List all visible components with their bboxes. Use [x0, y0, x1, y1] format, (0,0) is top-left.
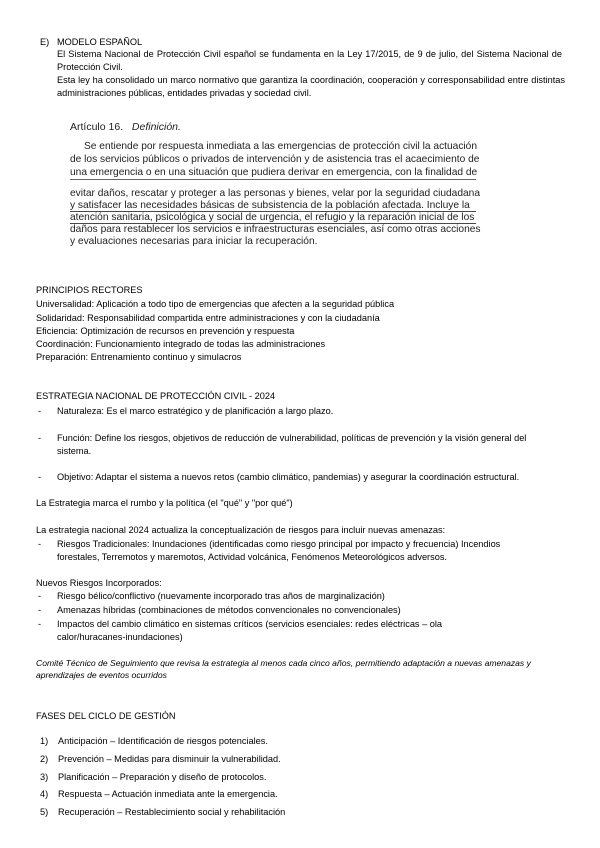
phase-text: Planificación – Preparación y diseño de protocolos.: [58, 772, 267, 782]
principle-text: Funcionamiento integrado de todas las administraciones: [95, 339, 326, 349]
bullet-dash: -: [38, 591, 42, 601]
principles-title: PRINCIPIOS RECTORES: [36, 285, 143, 295]
traditional-risks-cont: forestales, Terremotos y maremotos, Actividad volcánica, Fenómenos Meteorológicos adversos.: [57, 552, 447, 562]
principle-text: Entrenamiento continuo y simulacros: [90, 352, 242, 362]
strategy-summary: La Estrategia marca el rumbo y la política (el "qué" y "por qué"): [36, 498, 293, 508]
committee-note-cont: aprendizajes de eventos ocurridos: [36, 670, 167, 680]
principle-term: Preparación: [36, 352, 86, 362]
phase-text: Recuperación – Restablecimiento social y rehabilitación: [58, 807, 286, 817]
intro-paragraph-1: El Sistema Nacional de Protección Civil español se fundamenta en la Ley 17/2015, de 9 de julio, del Sistema Nacional de Protección Civil.: [57, 49, 562, 72]
phase-text: Prevención – Medidas para disminuir la vulnerabilidad.: [58, 754, 281, 764]
principle-item: Coordinación: Funcionamiento integrado de todas las administraciones: [36, 339, 326, 349]
principle-text: Responsabilidad compartida entre administraciones y con la ciudadanía: [87, 313, 380, 323]
intro-paragraph-2: Esta ley ha consolidado un marco normativo que garantiza la coordinación, cooperación y corresponsabilidad entre distintas administraciones públicas, entidades privadas y sociedad civil.: [57, 75, 565, 98]
article-line: evitar daños, rescatar y proteger a las personas y bienes, velar por la seguridad ciudadana: [70, 188, 481, 199]
article-heading: [70, 121, 181, 134]
strategy-nature: Naturaleza: Es el marco estratégico y de planificación a largo plazo.: [57, 406, 334, 416]
article-number: Artículo 16.: [70, 121, 124, 133]
principle-term: Eficiencia: [36, 326, 76, 336]
new-risk-item-cont: calor/huracanes-inundaciones): [57, 632, 183, 642]
principle-term: Universalidad: [36, 299, 92, 309]
article-line: y satisfacer las necesidades básicas de subsistencia de la población afectada. Incluye la: [70, 200, 470, 211]
strategy-function: Función: Define los riesgos, objetivos de reducción de vulnerabilidad, políticas de prevención y la visión general del: [57, 433, 527, 443]
new-risk-item: Impactos del cambio climático en sistemas críticos (servicios esenciales: redes eléctricas – ola: [57, 619, 443, 629]
article-definition-title: Definición.: [131, 121, 181, 133]
phases-title: FASES DEL CICLO DE GESTIÓN: [36, 711, 176, 721]
bullet-dash: -: [38, 433, 42, 443]
strategy-update-intro: La estrategia nacional 2024 actualiza la conceptualización de riesgos para incluir nuevas amenazas:: [36, 525, 446, 535]
principle-item: Preparación: Entrenamiento continuo y simulacros: [36, 352, 242, 362]
principle-term: Coordinación: [36, 339, 91, 349]
principle-term: Solidaridad: [36, 313, 82, 323]
strategy-title: ESTRATEGIA NACIONAL DE PROTECCIÓN CIVIL - 2024: [36, 391, 276, 401]
phase-number: 1): [40, 736, 49, 746]
article-line: de los servicios públicos o privados de intervención y de asistencia tras el acaecimiento de: [70, 154, 480, 165]
bullet-dash: -: [38, 472, 42, 482]
phase-text: Respuesta – Actuación inmediata ante la emergencia.: [58, 789, 278, 799]
section-letter: E): [40, 37, 50, 47]
strategy-objective: Objetivo: Adaptar el sistema a nuevos retos (cambio climático, pandemias) y asegurar la coordinación estructural.: [57, 472, 520, 482]
highlight-underline: [70, 223, 476, 224]
new-risks-title: Nuevos Riesgos Incorporados:: [36, 578, 162, 588]
principle-item: Solidaridad: Responsabilidad compartida entre administraciones y con la ciudadanía: [36, 313, 380, 323]
article-line: daños para restablecer los servicios e infraestructuras esenciales, así como otras acciones: [70, 224, 481, 235]
article-line: y evaluaciones necesarias para iniciar la recuperación.: [70, 236, 318, 247]
new-risk-item: Riesgo bélico/conflictivo (nuevamente incorporado tras años de marginalización): [57, 591, 385, 601]
article-line: atención sanitaria, psicológica y social de urgencia, el refugio y la reparación inicial de los: [70, 212, 475, 223]
section-title: MODELO ESPAÑOL: [57, 37, 143, 47]
phase-number: 4): [40, 789, 49, 799]
bullet-dash: -: [38, 605, 42, 615]
phase-number: 2): [40, 754, 49, 764]
bullet-dash: -: [38, 539, 42, 549]
scan-divider: [70, 179, 476, 180]
phase-number: 3): [40, 772, 49, 782]
phase-text: Anticipación – Identificación de riesgos potenciales.: [58, 736, 268, 746]
principle-text: Aplicación a todo tipo de emergencias que afecten a la seguridad pública: [96, 299, 395, 309]
new-risk-item: Amenazas híbridas (combinaciones de métodos convencionales no convencionales): [57, 605, 401, 615]
committee-note: Comité Técnico de Seguimiento que revisa la estrategia al menos cada cinco años, permitiendo adaptación a nuevas amenazas y: [36, 658, 531, 668]
article-line: Se entiende por respuesta inmediata a las emergencias de protección civil la actuación: [84, 141, 478, 152]
principle-item: Eficiencia: Optimización de recursos en prevención y respuesta: [36, 326, 295, 336]
strategy-function-cont: sistema.: [57, 446, 92, 456]
bullet-dash: -: [38, 619, 42, 629]
highlight-underline: [70, 211, 476, 212]
article-line: una emergencia o en una situación que pudiera derivar en emergencia, con la finalidad de: [70, 167, 478, 178]
bullet-dash: -: [38, 406, 42, 416]
principle-text: Optimización de recursos en prevención y respuesta: [80, 326, 295, 336]
principle-item: Universalidad: Aplicación a todo tipo de emergencias que afecten a la seguridad pública: [36, 299, 395, 309]
traditional-risks: Riesgos Tradicionales: Inundaciones (identificadas como riesgo principal por impacto y frecuencia) Incendios: [57, 539, 501, 549]
phase-number: 5): [40, 807, 49, 817]
